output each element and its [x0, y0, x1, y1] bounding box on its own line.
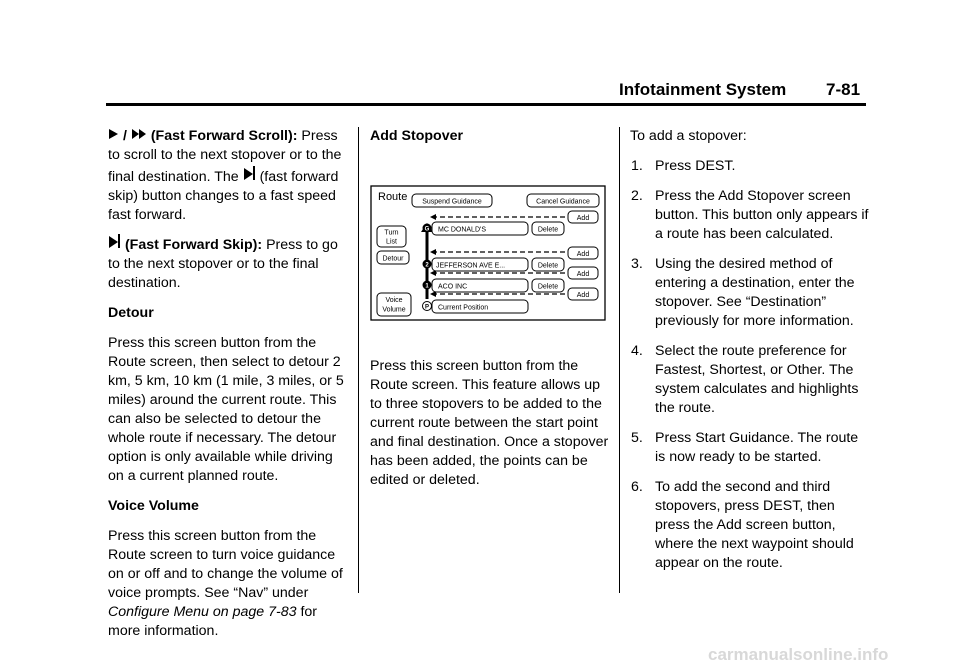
ffskip-text: Press to go to the next stopover or to the final destination. — [108, 237, 338, 291]
configure-menu-link[interactable]: Configure Menu on page 7-83 — [108, 604, 297, 620]
current-position-marker-label: P — [424, 304, 430, 311]
add-label-4: Add — [576, 292, 590, 299]
fast-forward-skip-icon — [108, 233, 121, 255]
fast-forward-skip-icon — [243, 165, 256, 187]
route-screen-figure — [370, 185, 606, 321]
column-divider-1 — [358, 127, 359, 593]
stopover-name-3: ACO INC — [438, 283, 468, 291]
voice-label-1: Voice — [385, 297, 403, 304]
turn-list-label-1: Turn — [384, 229, 399, 237]
detour-text: Press this screen button from the Route screen, then select to detour 2 km, 5 km, 10 km (1 mile, 3 miles, or 5 miles) around the current route. This can also be selected to detour the whole route if necessary. The detour option is only available while driving on a current planned route. — [108, 335, 344, 484]
fast-forward-icon — [108, 127, 119, 146]
column-divider-2 — [619, 127, 620, 593]
turn-list-label-2: List — [386, 238, 397, 246]
add-label-2: Add — [576, 251, 590, 258]
ffscroll-paragraph: / (Fast Forward Scroll): Press to scroll to the next stopover or to the final destination. The (fast forward skip) button changes to a fast speed fast forward. — [108, 128, 342, 223]
ffscroll-text: Press to scroll to the next stopover or to the final destination. The — [108, 128, 342, 185]
steps-list — [630, 157, 870, 573]
route-title: Route — [378, 191, 408, 203]
list-item: 1. Press DEST. — [631, 158, 736, 174]
fast-forward-scroll-icon — [131, 127, 147, 146]
list-item: 5. Press Start Guidance. The route is now ready to be started. — [631, 430, 859, 465]
add-stopover-text: Press this screen button from the Route screen. This feature allows up to three stopovers to be added to the current route between the start point and final destination. Once a stopover has been added, the points can be edited or deleted. — [370, 358, 609, 488]
voice-volume-text-end: for more information. — [108, 604, 318, 639]
column-3 — [630, 127, 870, 584]
add-label-3: Add — [576, 271, 590, 278]
header-rule — [106, 103, 866, 106]
delete-label-2: Delete — [537, 262, 559, 270]
add-stopover-heading: Add Stopover — [370, 128, 464, 144]
list-item: 4. Select the route preference for Fastest, Shortest, or Other. The system calculates and highlights the route. — [631, 343, 859, 416]
list-item: 3. Using the desired method of entering a destination, enter the stopover. See “Destination” previously for more information. — [631, 256, 855, 329]
ffskip-paragraph — [108, 233, 348, 293]
page-number: 7-81 — [826, 80, 861, 99]
list-item: 2. Press the Add Stopover screen button. This button only appears if a route has been calculated. — [631, 188, 869, 242]
suspend-guidance-label: Suspend Guidance — [422, 198, 482, 206]
delete-label-3: Delete — [537, 283, 559, 291]
delete-label-1: Delete — [537, 226, 559, 234]
watermark: carmanualsonline.info — [708, 645, 889, 664]
column-2 — [370, 127, 610, 157]
column-1 — [108, 127, 348, 652]
section-title: Infotainment System — [619, 80, 787, 99]
ffscroll-heading: (Fast Forward Scroll): — [150, 128, 298, 144]
stopover-name-2: JEFFERSON AVE E... — [436, 262, 506, 270]
ffskip-heading: (Fast Forward Skip): — [124, 237, 263, 253]
detour-label: Detour — [382, 255, 404, 263]
ffscroll-text-2: (fast forward skip) button changes to a fast speed fast forward. — [108, 169, 339, 223]
add-stopover-body — [370, 357, 610, 501]
voice-volume-heading: Voice Volume — [108, 498, 199, 514]
voice-volume-text: Press this screen button from the Route screen to turn voice guidance on or off and to change the volume of voice prompts. See “Nav” under — [108, 528, 343, 601]
current-position-label: Current Position — [438, 304, 489, 312]
steps-intro: To add a stopover: — [630, 128, 747, 144]
list-item: 6. To add the second and third stopovers, press DEST, then press the Add screen button, where the next waypoint should appear on the route. — [631, 479, 854, 571]
waypoint-1-label: 1 — [425, 283, 429, 290]
voice-label-2: Volume — [382, 306, 406, 314]
cancel-guidance-label: Cancel Guidance — [536, 198, 590, 206]
detour-heading: Detour — [108, 305, 154, 321]
goal-marker-label: G — [424, 226, 430, 233]
stopover-name-1: MC DONALD'S — [438, 226, 487, 234]
voice-volume-paragraph — [108, 527, 348, 641]
waypoint-2-label: 2 — [425, 262, 429, 269]
add-label-1: Add — [576, 215, 590, 222]
